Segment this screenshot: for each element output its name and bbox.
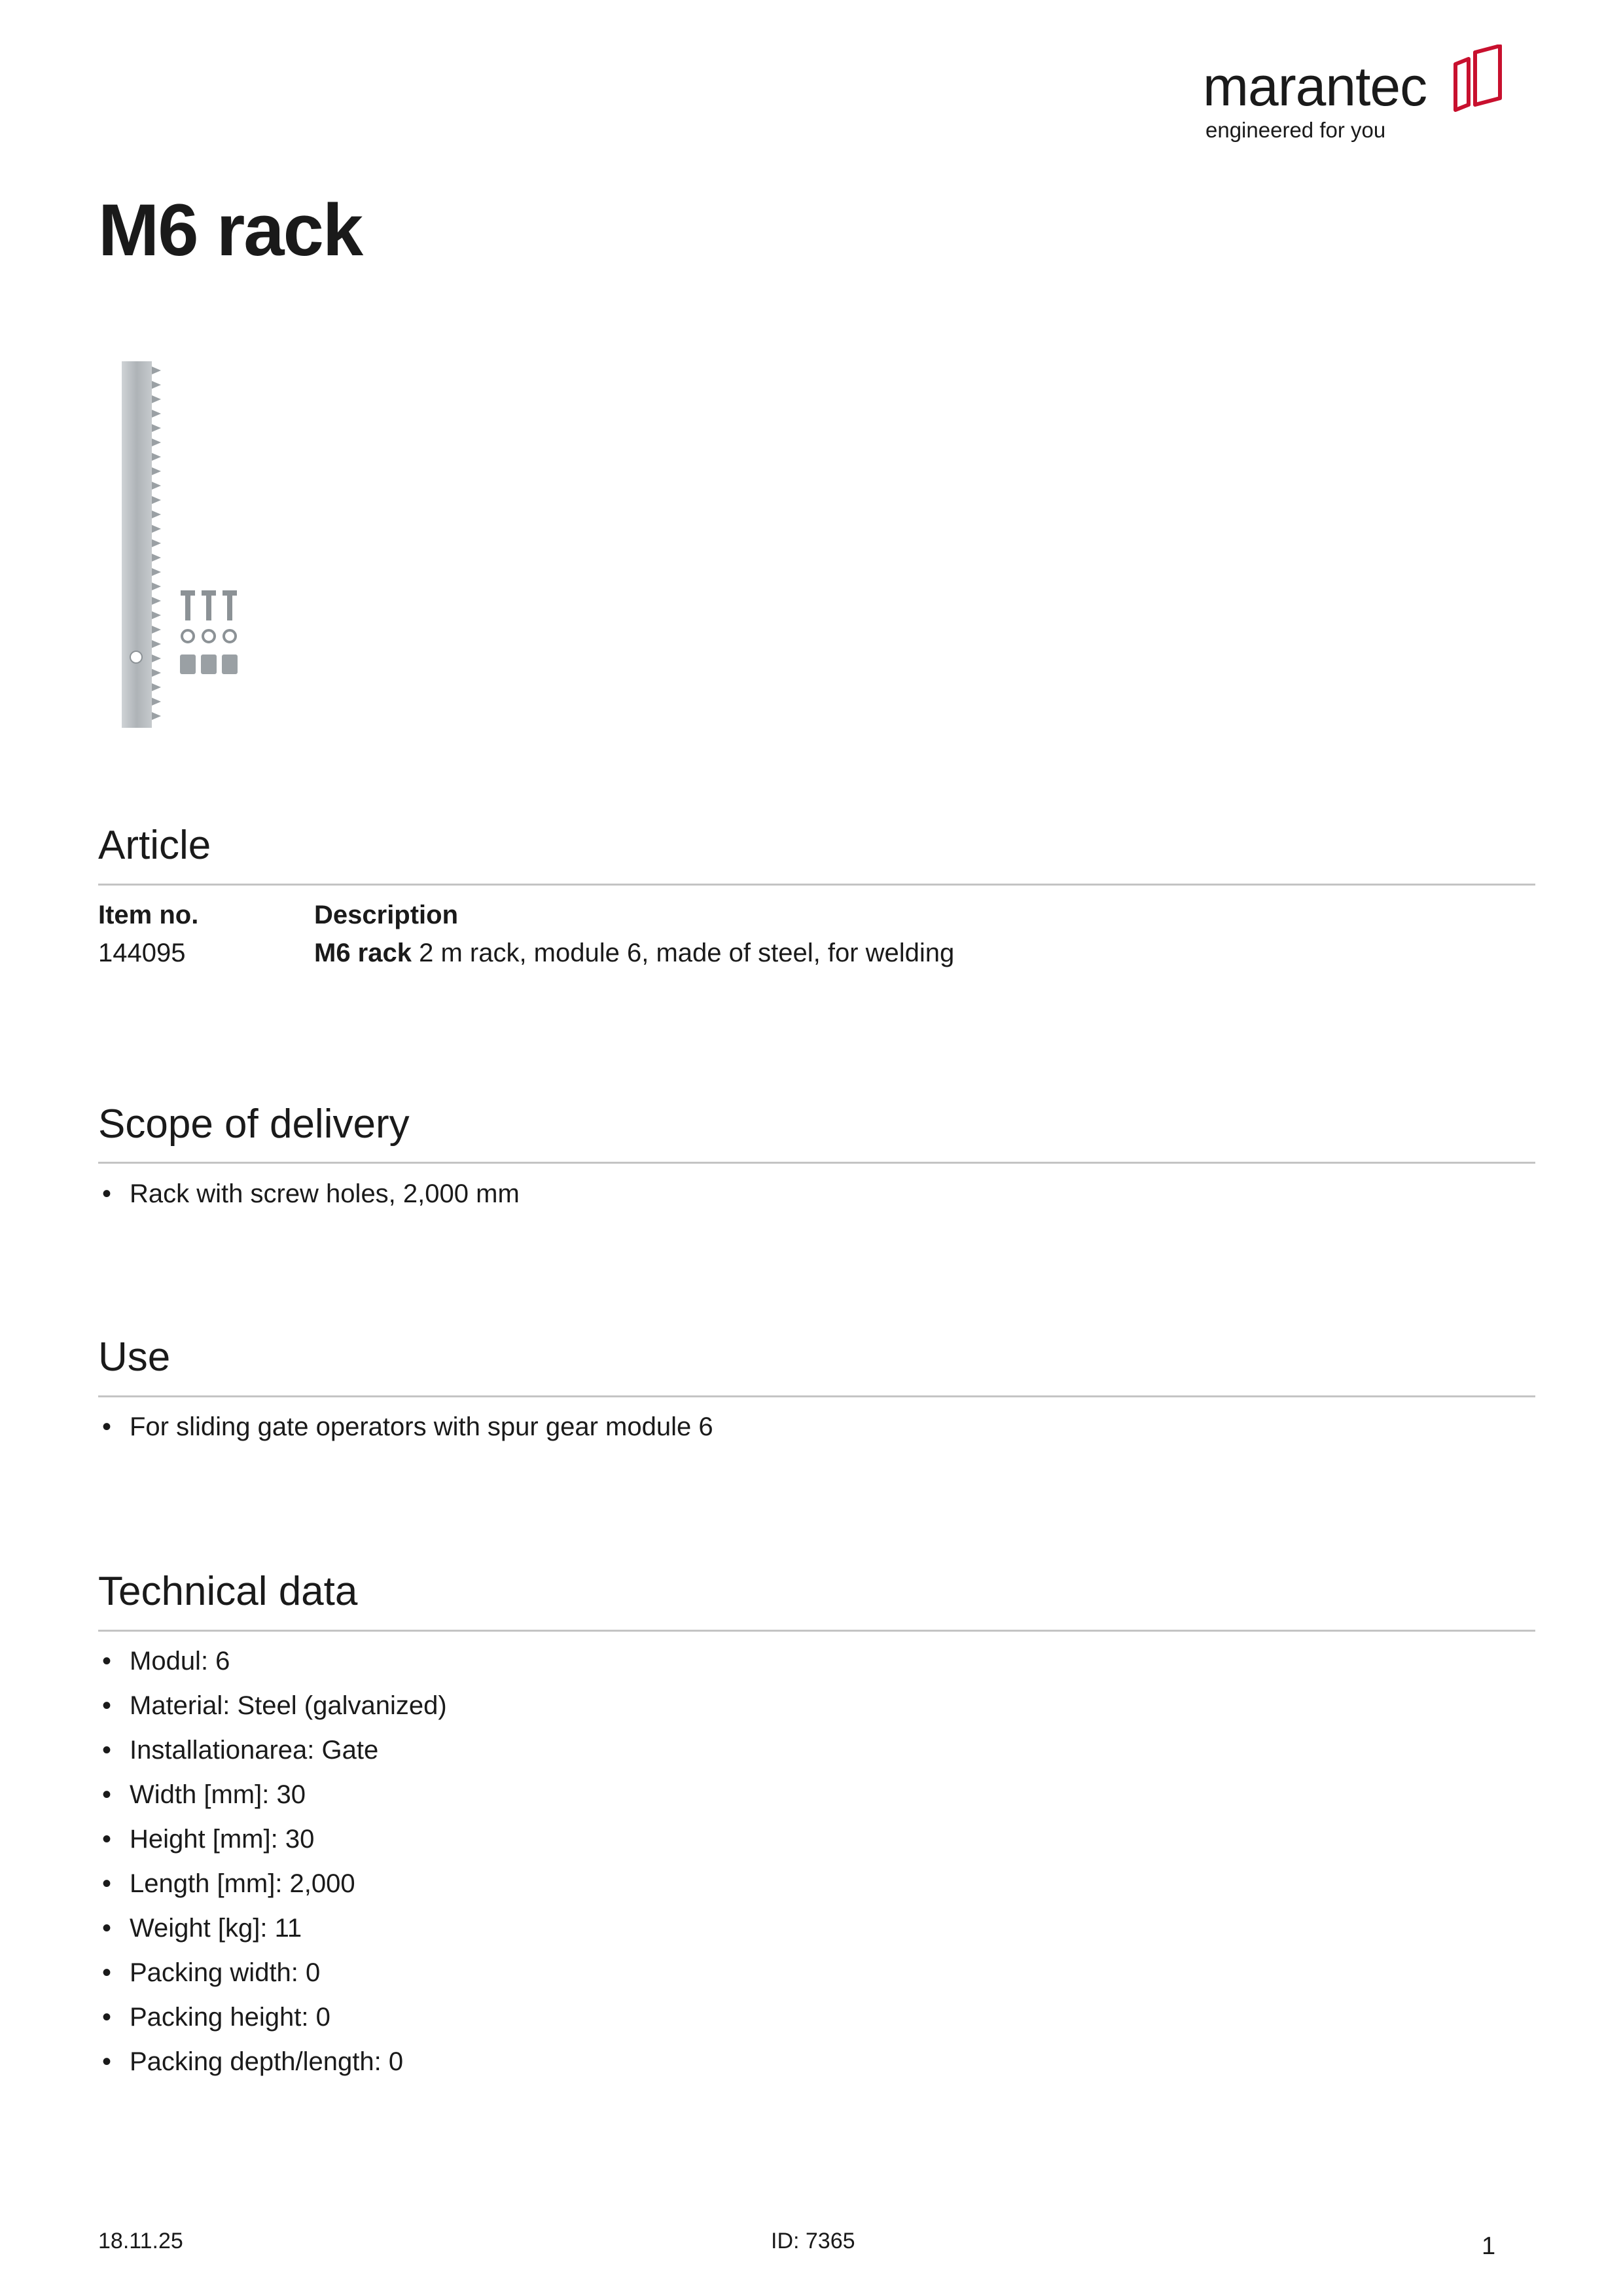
list-item: • Modul: 6 bbox=[98, 1639, 447, 1683]
section-divider bbox=[98, 1162, 1535, 1164]
bullet-icon: • bbox=[102, 1691, 112, 1720]
list-item: • Packing depth/length: 0 bbox=[98, 2039, 447, 2084]
bullet-icon: • bbox=[102, 1914, 112, 1943]
bullet-icon: • bbox=[102, 1179, 112, 1208]
bullet-icon: • bbox=[102, 1412, 112, 1441]
list-item: • For sliding gate operators with spur gear module 6 bbox=[98, 1405, 713, 1449]
technical-heading: Technical data bbox=[98, 1569, 358, 1614]
bullet-icon: • bbox=[102, 2047, 112, 2076]
footer-date: 18.11.25 bbox=[98, 2229, 183, 2253]
list-item: • Packing height: 0 bbox=[98, 1995, 447, 2039]
page-title: M6 rack bbox=[98, 189, 363, 271]
bullet-icon: • bbox=[102, 1869, 112, 1898]
item-description-text: 2 m rack, module 6, made of steel, for welding bbox=[411, 939, 955, 967]
brand-tagline: engineered for you bbox=[1205, 118, 1386, 142]
page-number: 1 bbox=[1482, 2233, 1496, 2260]
column-header-item-no: Item no. bbox=[98, 901, 199, 929]
brand-name: marantec bbox=[1203, 56, 1427, 117]
use-list bbox=[98, 1405, 713, 1449]
list-item: • Weight [kg]: 11 bbox=[98, 1906, 447, 1950]
item-number-value: 144095 bbox=[98, 939, 186, 967]
scope-heading: Scope of delivery bbox=[98, 1102, 410, 1147]
bullet-icon: • bbox=[102, 1958, 112, 1987]
bullet-icon: • bbox=[102, 1825, 112, 1854]
bullet-icon: • bbox=[102, 2003, 112, 2032]
footer-id: ID: 7365 bbox=[771, 2229, 855, 2253]
bullet-icon: • bbox=[102, 1736, 112, 1765]
technical-list bbox=[98, 1639, 447, 2084]
marantec-mark-icon bbox=[1453, 45, 1503, 117]
section-divider bbox=[98, 1395, 1535, 1397]
brand-logo bbox=[1203, 41, 1504, 145]
bullet-icon: • bbox=[102, 1647, 112, 1676]
list-item: • Width [mm]: 30 bbox=[98, 1772, 447, 1817]
use-heading: Use bbox=[98, 1335, 171, 1380]
item-description-name: M6 rack bbox=[314, 939, 412, 967]
list-item: • Installationarea: Gate bbox=[98, 1728, 447, 1772]
column-header-description: Description bbox=[314, 901, 459, 929]
rack-with-screws-image bbox=[113, 361, 270, 734]
bullet-icon: • bbox=[102, 1780, 112, 1809]
list-item: • Packing width: 0 bbox=[98, 1950, 447, 1995]
item-description bbox=[314, 937, 954, 969]
section-divider bbox=[98, 884, 1535, 886]
list-item: • Length [mm]: 2,000 bbox=[98, 1861, 447, 1906]
article-heading: Article bbox=[98, 823, 211, 868]
list-item: • Material: Steel (galvanized) bbox=[98, 1683, 447, 1728]
section-divider bbox=[98, 1630, 1535, 1632]
scope-list bbox=[98, 1172, 520, 1216]
list-item: • Rack with screw holes, 2,000 mm bbox=[98, 1172, 520, 1216]
list-item: • Height [mm]: 30 bbox=[98, 1817, 447, 1861]
